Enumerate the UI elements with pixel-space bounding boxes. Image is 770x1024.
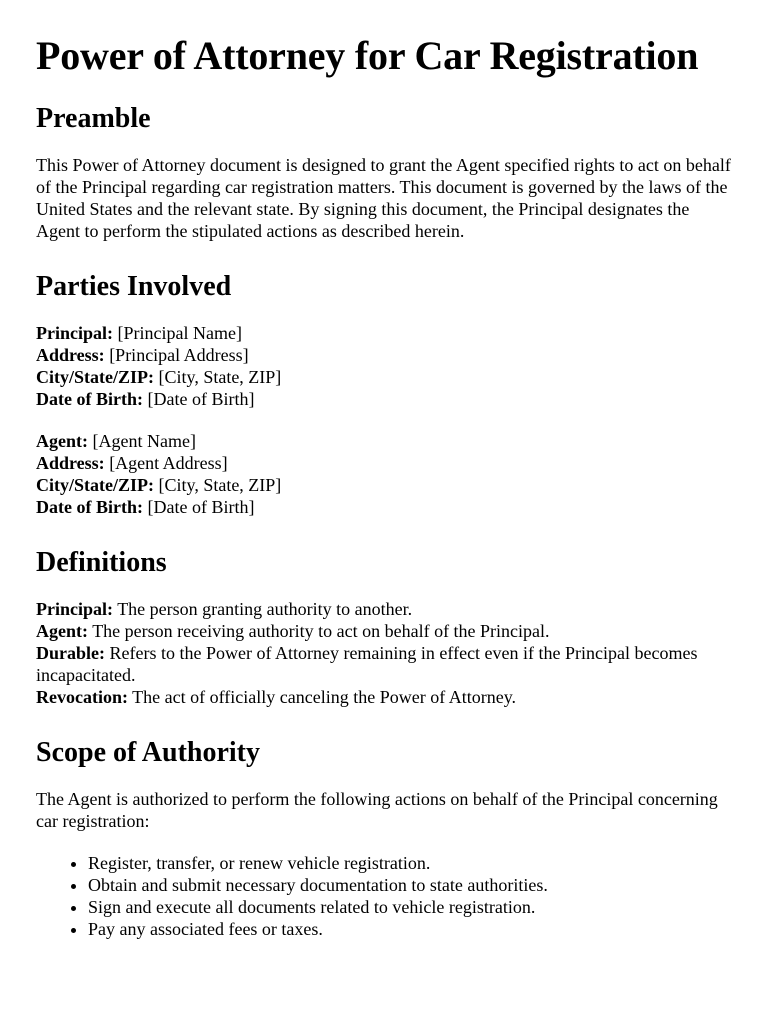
definition-revocation [36, 686, 734, 708]
definitions-list [36, 598, 734, 708]
parties-heading: Parties Involved [36, 271, 232, 302]
scope-intro: The Agent is authorized to perform the following actions on behalf of the Principal concerning car registration: [36, 789, 718, 831]
field-value: [Agent Address] [109, 453, 228, 473]
document-title: Power of Attorney for Car Registration [36, 33, 699, 78]
list-item: • Pay any associated fees or taxes. [88, 918, 734, 940]
agent-address-row [36, 452, 734, 474]
preamble-text: This Power of Attorney document is designed to grant the Agent specified rights to act on behalf of the Principal regarding car registration matters. This document is governed by the laws of the United States and the relevant state. By signing this document, the Principal designates the Agent to perform the stipulated actions as described herein. [36, 155, 731, 241]
agent-city-row [36, 474, 734, 496]
scope-section [36, 736, 734, 940]
agent-dob-row [36, 496, 734, 518]
field-value: [Agent Name] [92, 431, 196, 451]
field-label: Agent: [36, 431, 88, 451]
definitions-heading: Definitions [36, 547, 167, 578]
field-label: Address: [36, 453, 105, 473]
principal-dob-row [36, 388, 734, 410]
principal-info-block [36, 322, 734, 410]
field-label: Date of Birth: [36, 497, 143, 517]
field-value: [Date of Birth] [147, 389, 255, 409]
definition-durable [36, 642, 734, 686]
principal-city-row [36, 366, 734, 388]
parties-section [36, 270, 734, 518]
preamble-heading: Preamble [36, 103, 151, 134]
list-item: • Sign and execute all documents related to vehicle registration. [88, 896, 734, 918]
definition-text: Refers to the Power of Attorney remaining in effect even if the Principal becomes incapacitated. [36, 643, 698, 685]
field-label: Principal: [36, 323, 113, 343]
field-label: Date of Birth: [36, 389, 143, 409]
field-value: [City, State, ZIP] [158, 475, 282, 495]
list-item: • Obtain and submit necessary documentation to state authorities. [88, 874, 734, 896]
field-value: [City, State, ZIP] [158, 367, 282, 387]
definitions-section [36, 546, 734, 708]
definition-term: Durable: [36, 643, 105, 663]
definition-term: Revocation: [36, 687, 128, 707]
scope-list [36, 852, 734, 940]
field-label: City/State/ZIP: [36, 367, 154, 387]
scope-heading: Scope of Authority [36, 737, 260, 768]
definition-term: Agent: [36, 621, 88, 641]
agent-info-block [36, 430, 734, 518]
field-value: [Principal Name] [117, 323, 242, 343]
definition-text: The person granting authority to another. [117, 599, 413, 619]
preamble-section [36, 102, 734, 242]
definition-term: Principal: [36, 599, 113, 619]
field-label: City/State/ZIP: [36, 475, 154, 495]
list-item: • Register, transfer, or renew vehicle registration. [88, 852, 734, 874]
definition-text: The person receiving authority to act on behalf of the Principal. [92, 621, 550, 641]
field-label: Address: [36, 345, 105, 365]
definition-agent [36, 620, 734, 642]
definition-principal [36, 598, 734, 620]
principal-name-row [36, 322, 734, 344]
field-value: [Principal Address] [109, 345, 249, 365]
principal-address-row [36, 344, 734, 366]
definition-text: The act of officially canceling the Power of Attorney. [132, 687, 517, 707]
agent-name-row [36, 430, 734, 452]
field-value: [Date of Birth] [147, 497, 255, 517]
